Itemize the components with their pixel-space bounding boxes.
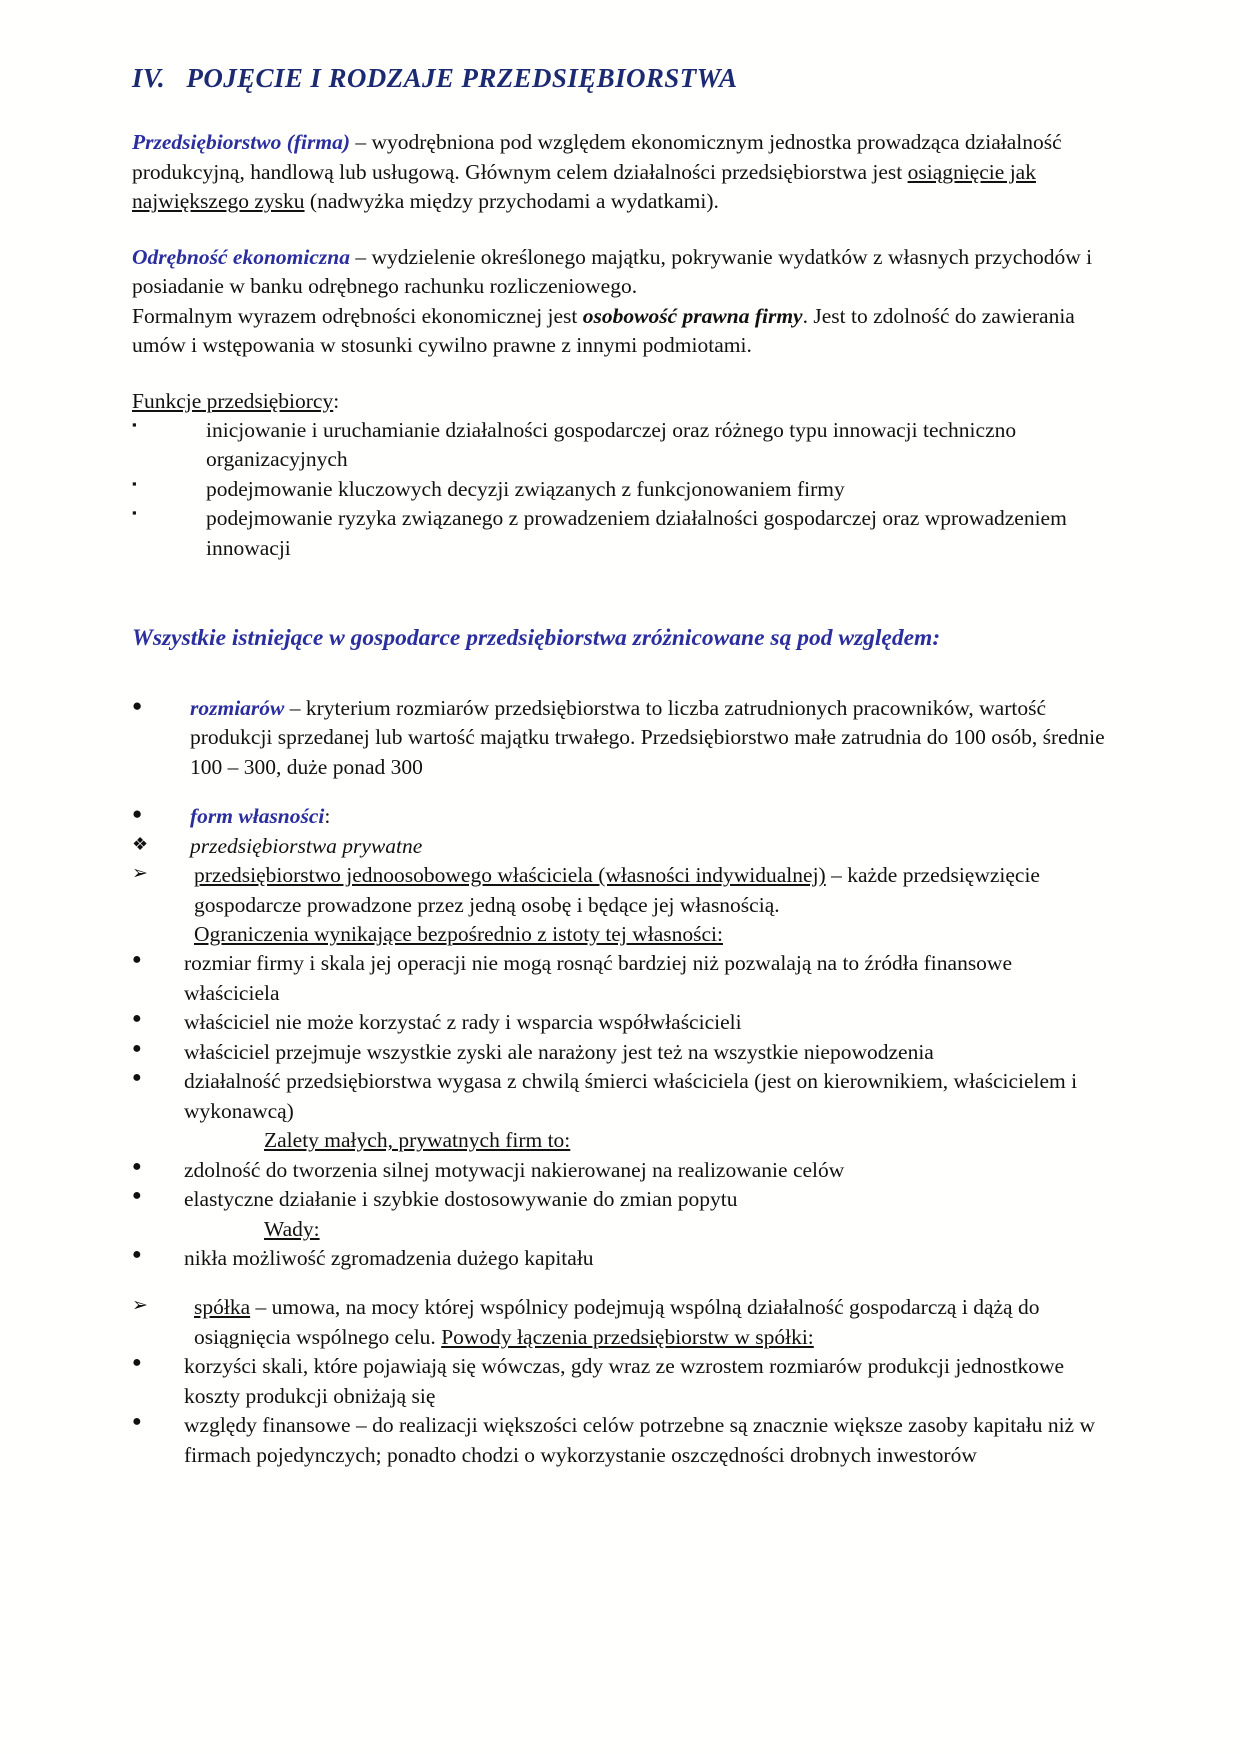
list-item [132, 1244, 1108, 1273]
list-item [132, 1008, 1108, 1037]
dot-bullet-icon: ● [132, 1354, 142, 1372]
spacer [132, 361, 1108, 387]
round-bullet-icon: ● [132, 695, 143, 715]
subitem-spolka [132, 1293, 1108, 1352]
list-item-text: zdolność do tworzenia silnej motywacji nakierowanej na realizowanie celów [184, 1157, 845, 1182]
list-item [132, 416, 1108, 475]
spacer [132, 563, 1108, 623]
definition-firma-underlined: osiągnięcie jak największego zysku [132, 159, 1036, 214]
criterion-form-wlasnosci [132, 802, 1108, 831]
prywatne-list [132, 832, 1108, 1471]
list-item [132, 1067, 1108, 1126]
spolka-body [194, 1293, 1108, 1352]
colon-form-wlasnosci: : [324, 804, 331, 829]
term-odrebnosc-ekonomiczna: Odrębność ekonomiczna [132, 244, 350, 269]
dot-bullet-icon: ● [132, 951, 142, 969]
definition-firma-text-a: wyodrębniona pod względem ekonomicznym jednostka prowadząca działalność produkcyjną, handlową lub usługową. Głównym celem działalności przedsiębiorstwa jest [132, 130, 1062, 184]
spacer [132, 782, 1108, 802]
dot-bullet-icon: ● [132, 1069, 142, 1087]
spacer [132, 654, 1108, 694]
subitem-jednoosobowe [132, 861, 1108, 949]
list-item [132, 504, 1108, 563]
definition-firma-text-b: (nadwyżka między przychodami a wydatkami). [304, 189, 719, 214]
list-item [132, 1038, 1108, 1067]
list-item-text: korzyści skali, które pojawiają się wówczas, gdy wraz ze wzrostem rozmiarów produkcji jednostkowe koszty produkcji obniżają się [184, 1354, 1065, 1408]
jednoosobowe-body [194, 861, 1108, 949]
funkcje-list [132, 416, 1108, 563]
section-heading: Wszystkie istniejące w gospodarce przedsiębiorstwa zróżnicowane są pod względem: [132, 625, 941, 652]
list-item [132, 1411, 1108, 1470]
funkcje-heading-label: Funkcje przedsiębiorcy [132, 388, 334, 413]
square-bullet-icon: ▪ [132, 417, 137, 433]
criterion-rozmiarow-text: kryterium rozmiarów przedsiębiorstwa to liczba zatrudnionych pracowników, wartość produkcji sprzedanej lub wartość majątku trwałego. Przedsiębiorstwo małe zatrudnia do 100 osób, średnie 100 – 300, duże ponad 300 [190, 695, 1105, 779]
spolka-underlined: spółka [194, 1295, 251, 1320]
zalety-label: Zalety małych, prywatnych firm to: [264, 1128, 571, 1153]
square-bullet-icon: ▪ [132, 475, 137, 491]
ograniczenia-label: Ograniczenia wynikające bezpośrednio z istoty tej własności: [194, 922, 723, 946]
definition-firma [132, 128, 1108, 216]
dot-bullet-icon: ● [132, 1039, 142, 1057]
list-item [132, 1185, 1108, 1214]
spolka-dash: – [250, 1295, 272, 1320]
list-item [132, 1156, 1108, 1185]
list-item-text: podejmowanie kluczowych decyzji związanych z funkcjonowaniem firmy [206, 476, 845, 501]
list-item-text: właściciel przejmuje wszystkie zyski ale narażony jest też na wszystkie niepowodzenia [184, 1039, 934, 1064]
jednoosobowe-text: każde przedsięwzięcie gospodarcze prowadzone przez jedną osobę i będące jej własnością. [194, 863, 1040, 917]
wady-label: Wady: [264, 1216, 320, 1241]
list-item-text: względy finansowe – do realizacji większości celów potrzebne są znacznie większe zasoby kapitału niż w firmach pojedynczych; ponadto chodzi o wykorzystanie oszczędności drobnych inwestorów [184, 1413, 1095, 1467]
spacer [132, 217, 1108, 243]
odrebnosc-line2-b: . Jest to zdolność do zawierania umów i wstępowania w stosunki cywilno prawne z innymi podmiotami. [132, 303, 1075, 358]
dash-odrebnosc: – [350, 244, 372, 269]
list-item [132, 949, 1108, 1008]
dot-bullet-icon: ● [132, 1245, 142, 1263]
dot-bullet-icon: ● [132, 1187, 142, 1205]
arrow-bullet-icon: ➢ [132, 863, 148, 885]
criterion-rozmiarow [132, 694, 1108, 782]
prywatne-label: przedsiębiorstwa prywatne [190, 833, 423, 858]
list-item-text: elastyczne działanie i szybkie dostosowywanie do zmian popytu [184, 1187, 738, 1212]
definition-odrebnosc-text: wydzielenie określonego majątku, pokrywanie wydatków z własnych przychodów i posiadanie w banku odrębnego rachunku rozliczeniowego. [132, 244, 1093, 299]
definition-odrebnosc-line2 [132, 302, 1108, 361]
dash-firma: – [349, 130, 372, 155]
dot-bullet-icon: ● [132, 1157, 142, 1175]
spolka-powody-underlined: Powody łączenia przedsiębiorstw w spółki: [441, 1324, 814, 1349]
criteria-list [132, 694, 1108, 1470]
wady-list [132, 1244, 1108, 1273]
round-bullet-icon: ● [132, 804, 143, 824]
list-item [132, 1352, 1108, 1411]
odrebnosc-line2-a: Formalnym wyrazem odrębności ekonomicznej jest [132, 303, 583, 328]
dot-bullet-icon: ● [132, 1010, 142, 1028]
arrow-bullet-icon: ➢ [132, 1295, 148, 1317]
jednoosobowe-list [132, 861, 1108, 1470]
list-item-text: właściciel nie może korzystać z rady i wsparcia współwłaścicieli [184, 1010, 742, 1035]
funkcje-heading-colon: : [333, 388, 340, 413]
zalety-list [132, 1156, 1108, 1215]
diamond-bullet-icon: ❖ [132, 833, 149, 854]
dash-rozmiarow: – [284, 695, 306, 720]
jednoosobowe-dash: – [825, 863, 848, 888]
term-przedsiebiorstwo-firma: Przedsiębiorstwo (firma) [132, 130, 350, 155]
list-item-text: rozmiar firmy i skala jej operacji nie mogą rosnąć bardziej niż pozwalają na to źródła finansowe właściciela [184, 951, 1013, 1005]
list-item-text: inicjowanie i uruchamianie działalności gospodarczej oraz różnego typu innowacji techniczno organizacyjnych [206, 418, 1017, 472]
list-item-text: nikła możliwość zgromadzenia dużego kapitału [184, 1245, 594, 1270]
term-osobowosc-prawna-firmy: osobowość prawna firmy [582, 303, 803, 328]
subitem-przedsiebiorstwa-prywatne [132, 832, 1108, 861]
dot-bullet-icon: ● [132, 1413, 142, 1431]
term-rozmiarow: rozmiarów [190, 695, 285, 720]
spolka-items-list [132, 1352, 1108, 1470]
list-item-text: podejmowanie ryzyka związanego z prowadzeniem działalności gospodarczej oraz wprowadzeniem innowacji [206, 506, 1067, 560]
criterion-rozmiarow-body [190, 694, 1108, 782]
square-bullet-icon: ▪ [132, 505, 137, 521]
funkcje-heading [132, 387, 1108, 416]
spacer [132, 1273, 1108, 1293]
page-title: IV. POJĘCIE I RODZAJE PRZEDSIĘBIORSTWA [132, 63, 738, 93]
criterion-form-wlasnosci-body [190, 802, 1108, 831]
spolka-text: umowa, na mocy której wspólnicy podejmują wspólną działalność gospodarczą i dążą do osiągnięcia wspólnego celu. [194, 1295, 1040, 1349]
list-item-text: działalność przedsiębiorstwa wygasa z chwilą śmierci właściciela (jest on kierownikiem, właścicielem i wykonawcą) [184, 1069, 1078, 1123]
ograniczenia-list [132, 949, 1108, 1126]
list-item [132, 475, 1108, 504]
term-form-wlasnosci: form własności [190, 804, 325, 829]
jednoosobowe-underlined: przedsiębiorstwo jednoosobowego właściciela (własności indywidualnej) [194, 863, 826, 888]
definition-odrebnosc [132, 243, 1108, 302]
